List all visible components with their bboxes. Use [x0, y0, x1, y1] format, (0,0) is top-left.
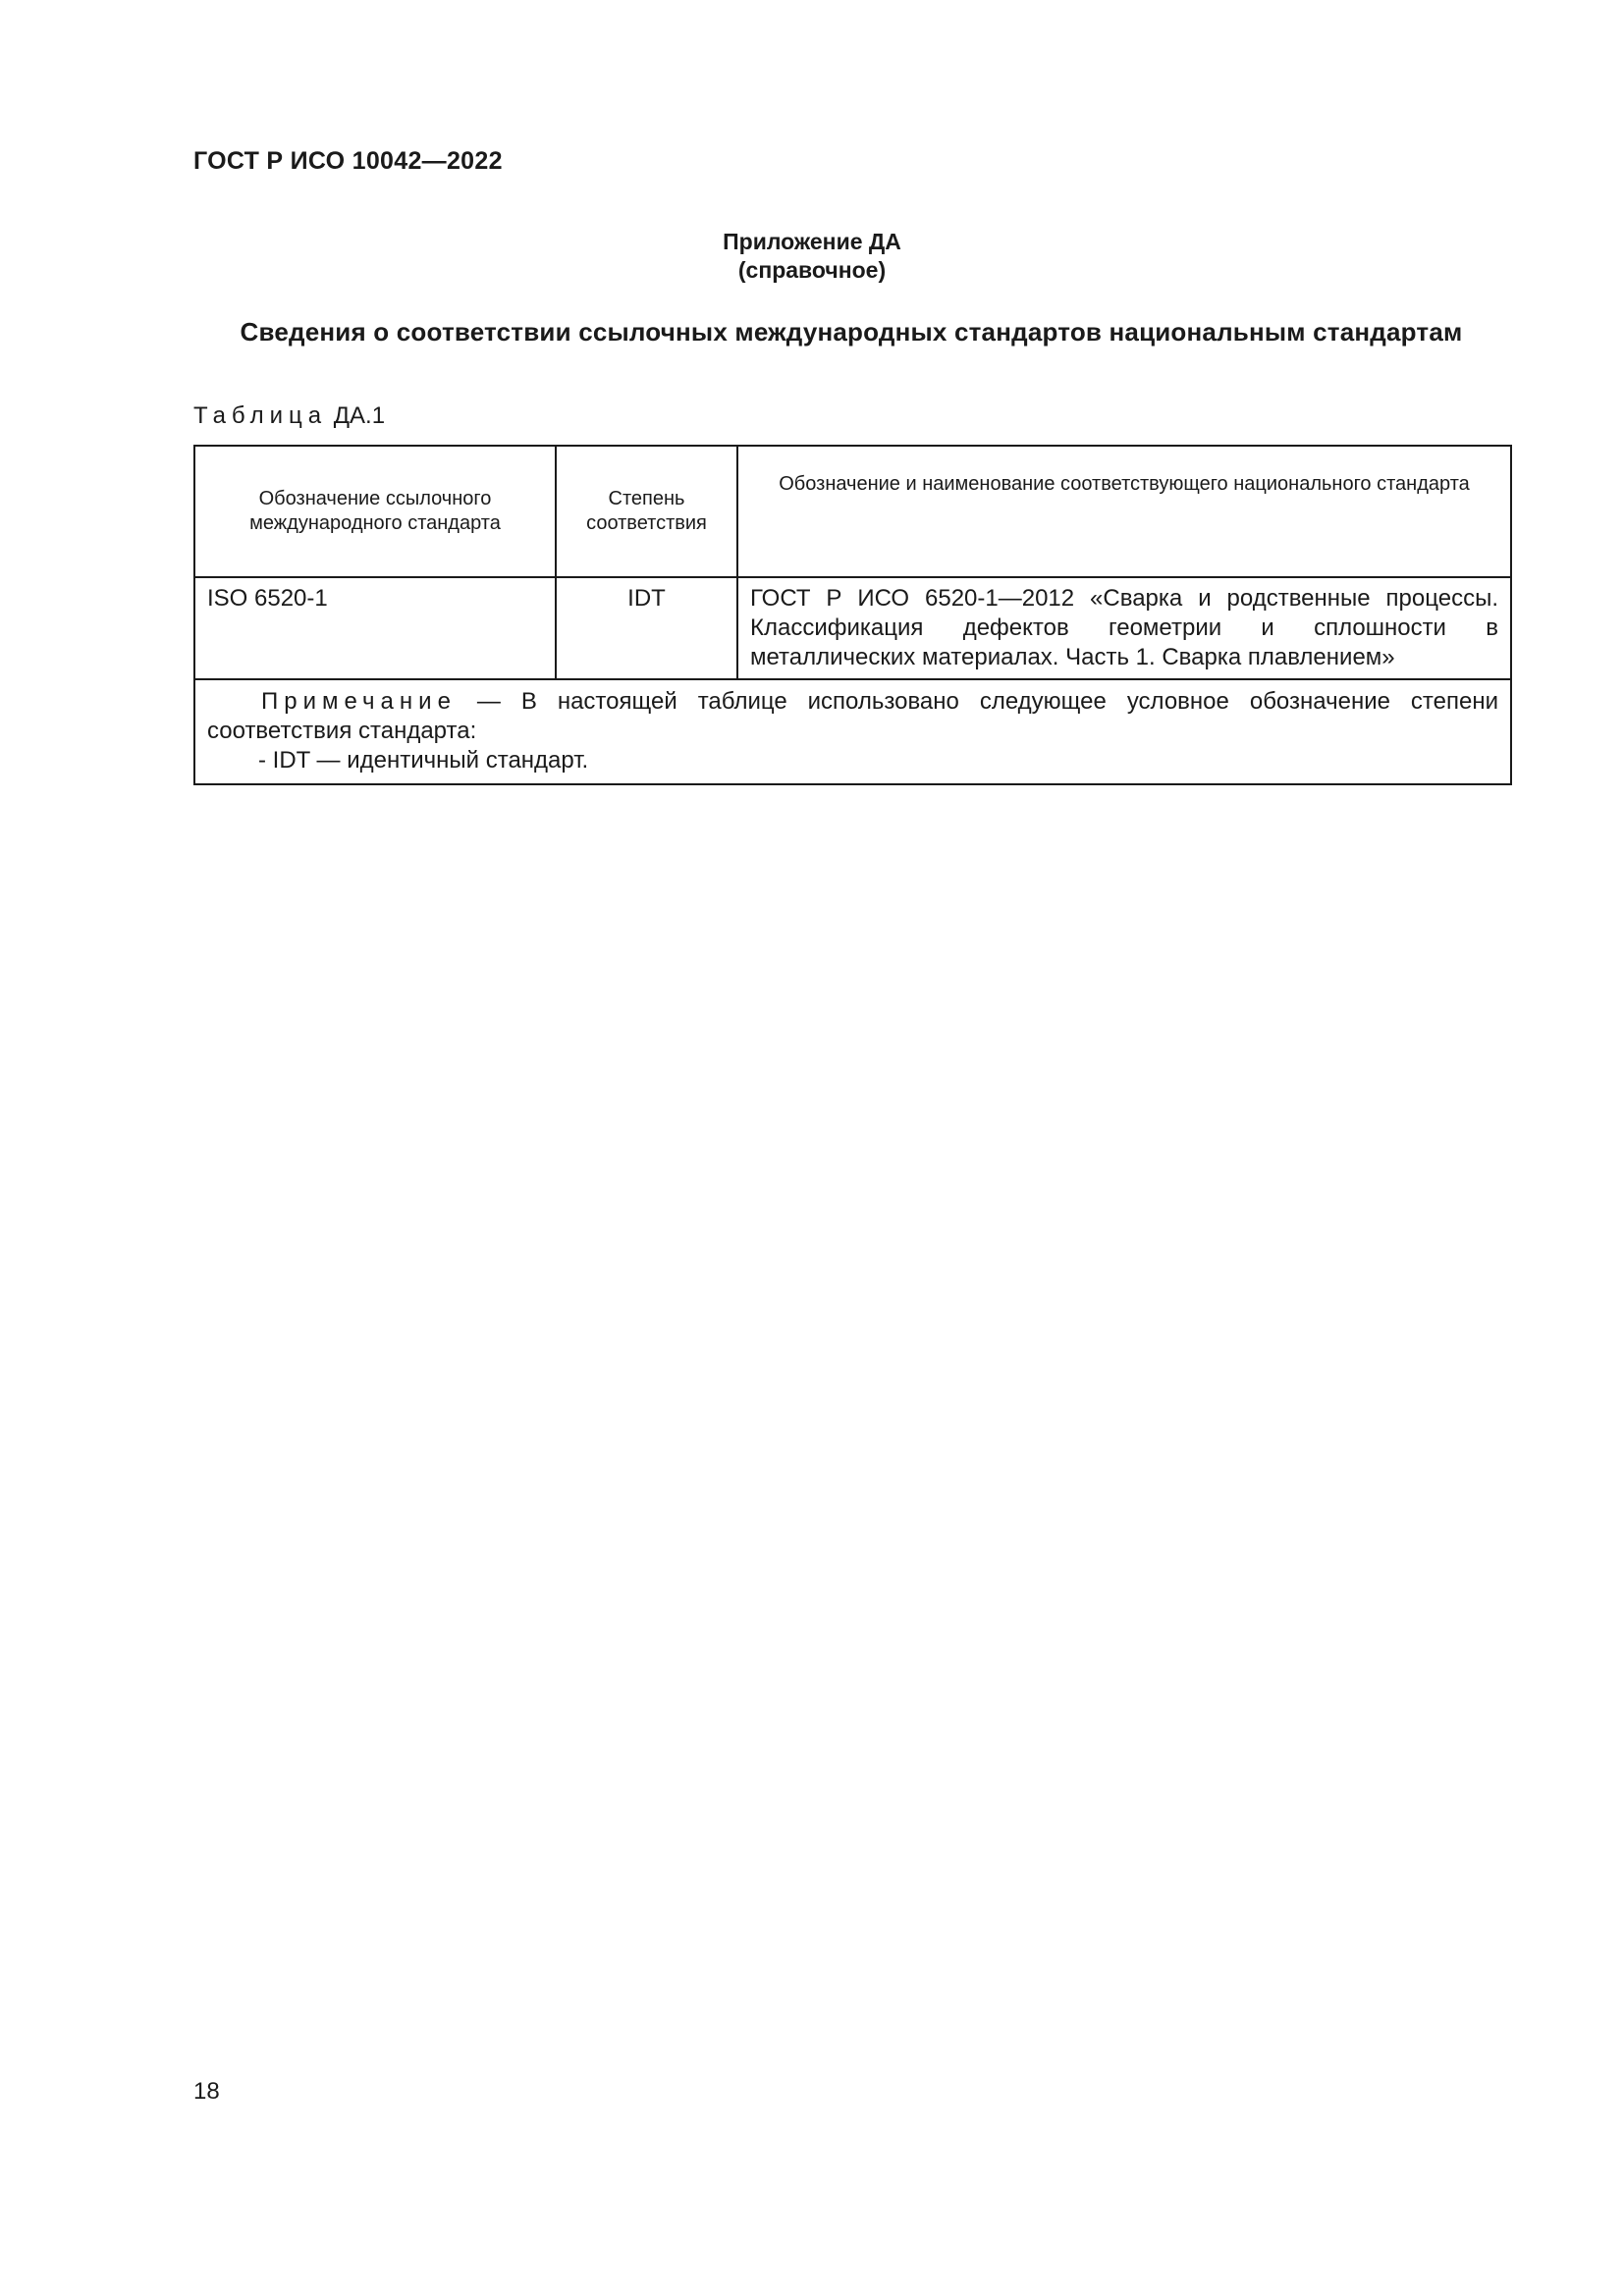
- note-text-line: [207, 687, 1498, 746]
- annex-subtitle: (справочное): [737, 257, 887, 283]
- table-note: [194, 679, 1511, 784]
- cell-international-designation: ISO 6520-1: [194, 577, 556, 679]
- note-text: — В настоящей таблице использовано следующее условное обозначение степени соответствия стандарта:: [207, 688, 1498, 744]
- cell-degree: IDT: [556, 577, 737, 679]
- header-international-standard: Обозначение ссылочного международного стандарта: [194, 446, 556, 577]
- note-item: - IDT — идентичный стандарт.: [258, 747, 589, 774]
- annex-heading: [0, 228, 1624, 285]
- annex-title: Приложение ДА: [723, 229, 901, 254]
- table-row: [194, 577, 1511, 679]
- note-label: Примечание: [261, 688, 457, 715]
- table-header-row: [194, 446, 1511, 577]
- cell-national-standard: ГОСТ Р ИСО 6520-1—2012 «Сварка и родственные процессы. Классификация дефектов геометрии и сплошности в металлических материалах. Часть 1. Сварка плавлением»: [737, 577, 1511, 679]
- table-caption-prefix: Таблица: [193, 402, 328, 429]
- page-number: 18: [193, 2078, 220, 2105]
- section-title: Сведения о соответствии ссылочных международных стандартов национальным стандартам: [240, 317, 1463, 347]
- correspondence-table: [193, 445, 1512, 785]
- table-note-row: [194, 679, 1511, 784]
- header-degree-of-correspondence: Степень соответствия: [556, 446, 737, 577]
- header-national-standard: Обозначение и наименование соответствующего национального стандарта: [737, 446, 1511, 577]
- table-caption-number: ДА.1: [333, 402, 386, 429]
- table-caption: [193, 402, 385, 430]
- document-code: ГОСТ Р ИСО 10042—2022: [193, 147, 503, 175]
